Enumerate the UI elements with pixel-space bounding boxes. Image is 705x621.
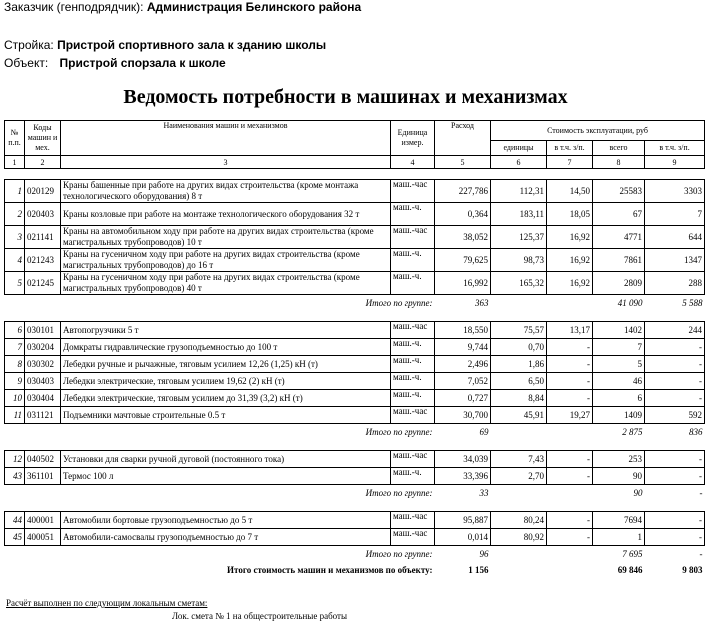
row-total: 1 <box>593 529 645 546</box>
row-qty: 79,625 <box>435 249 491 272</box>
col-cost-group-header: Стоимость эксплуатации, руб <box>491 121 705 141</box>
row-unit-cost: 0,70 <box>491 339 547 356</box>
grand-total-wage2: 9 803 <box>682 564 703 575</box>
row-code: 021245 <box>25 272 61 295</box>
table-row <box>5 468 705 485</box>
row-unit: маш.-ч. <box>391 339 435 356</box>
col-unit-cost-header: единицы <box>491 140 547 155</box>
row-total: 7 <box>593 339 645 356</box>
col-wage1-header: в т.ч. з/п. <box>547 140 593 155</box>
row-number: 10 <box>5 390 25 407</box>
subtotal-total: 90 <box>633 487 643 498</box>
page-title: Ведомость потребности в машинах и механизмах <box>123 86 568 108</box>
row-number: 8 <box>5 356 25 373</box>
row-unit-cost: 98,73 <box>491 249 547 272</box>
row-wage2: - <box>645 468 705 485</box>
row-unit-cost: 112,31 <box>491 180 547 203</box>
row-total: 6 <box>593 390 645 407</box>
footer-estimate: Лок. смета № 1 на общестроительные работы <box>172 611 348 621</box>
table-row <box>5 356 705 373</box>
grand-total-label: Итого стоимость машин и механизмов по объекту: <box>227 564 433 575</box>
row-unit: маш.-ч. <box>391 468 435 485</box>
row-unit: маш.-час <box>391 180 435 203</box>
row-number: 9 <box>5 373 25 390</box>
row-unit: маш.-ч. <box>391 272 435 295</box>
table-row <box>5 322 705 339</box>
row-number: 2 <box>5 203 25 226</box>
row-name: Домкраты гидравлические грузоподъемностью до 100 т <box>61 339 391 356</box>
row-total: 46 <box>593 373 645 390</box>
row-number: 43 <box>5 468 25 485</box>
column-number: 1 <box>5 156 25 169</box>
column-number: 9 <box>645 156 705 169</box>
row-code: 030204 <box>25 339 61 356</box>
row-wage1: 18,05 <box>547 203 593 226</box>
subtotal-qty: 33 <box>479 487 489 498</box>
row-name: Установки для сварки ручной дуговой (постоянного тока) <box>61 451 391 468</box>
grand-total-qty: 1 156 <box>468 564 489 575</box>
row-unit: маш.-час <box>391 226 435 249</box>
row-code: 040502 <box>25 451 61 468</box>
grand-total-empty <box>491 562 593 578</box>
object-line <box>4 56 226 70</box>
row-unit-cost: 1,86 <box>491 356 547 373</box>
subtotal-wage2: 5 588 <box>682 297 703 308</box>
row-unit: маш.-час <box>391 407 435 424</box>
col-consumption-header: Расход <box>435 121 491 156</box>
column-number: 7 <box>547 156 593 169</box>
row-name: Подъемники мачтовые строительные 0.5 т <box>61 407 391 424</box>
row-unit: маш.-ч. <box>391 203 435 226</box>
col-total-header: всего <box>593 140 645 155</box>
subtotal-qty: 96 <box>479 548 489 559</box>
row-code: 030302 <box>25 356 61 373</box>
row-unit-cost: 80,24 <box>491 512 547 529</box>
object-value: Пристрой спорзала к школе <box>59 56 226 70</box>
row-number: 4 <box>5 249 25 272</box>
gap-cell <box>5 169 705 180</box>
subtotal-wage2: - <box>699 548 703 559</box>
row-qty: 95,887 <box>435 512 491 529</box>
row-total: 2809 <box>593 272 645 295</box>
gap-row <box>5 311 705 322</box>
row-wage2: 592 <box>645 407 705 424</box>
row-code: 030404 <box>25 390 61 407</box>
machines-table <box>4 120 705 578</box>
object-label: Объект: <box>4 56 49 70</box>
subtotal-empty <box>491 485 593 502</box>
row-total: 67 <box>593 203 645 226</box>
row-unit-cost: 183,11 <box>491 203 547 226</box>
column-number: 2 <box>25 156 61 169</box>
row-total: 1402 <box>593 322 645 339</box>
row-total: 4771 <box>593 226 645 249</box>
row-wage1: - <box>547 468 593 485</box>
row-wage1: - <box>547 451 593 468</box>
row-wage2: 3303 <box>645 180 705 203</box>
table-row <box>5 272 705 295</box>
row-wage1: - <box>547 339 593 356</box>
row-unit: маш.-час <box>391 512 435 529</box>
gap-row <box>5 501 705 512</box>
subtotal-empty <box>491 424 593 441</box>
subtotal-total: 7 695 <box>622 548 643 559</box>
col-code-header: Коды машин и мех. <box>25 121 61 156</box>
subtotal-label: Итого по группе: <box>365 426 433 437</box>
gap-cell <box>5 440 705 451</box>
customer-line <box>4 0 361 14</box>
subtotal-label: Итого по группе: <box>365 487 433 498</box>
subtotal-label: Итого по группе: <box>365 548 433 559</box>
row-total: 5 <box>593 356 645 373</box>
customer-value: Администрация Белинского района <box>146 0 362 14</box>
row-qty: 0,727 <box>435 390 491 407</box>
table-row <box>5 529 705 546</box>
grand-total-row <box>5 562 705 578</box>
table-row <box>5 407 705 424</box>
row-wage2: 288 <box>645 272 705 295</box>
col-num-header: № п.п. <box>5 121 25 156</box>
col-unit-header: Единица измер. <box>391 121 435 156</box>
row-wage2: - <box>645 373 705 390</box>
row-qty: 38,052 <box>435 226 491 249</box>
row-wage2: - <box>645 356 705 373</box>
row-code: 400051 <box>25 529 61 546</box>
row-number: 45 <box>5 529 25 546</box>
row-wage2: - <box>645 451 705 468</box>
subtotal-total: 41 090 <box>617 297 643 308</box>
row-name: Автомобили бортовые грузоподъемностью до 5 т <box>61 512 391 529</box>
row-name: Лебедки электрические, тяговым усилием до 31,39 (3,2) кН (т) <box>61 390 391 407</box>
subtotal-wage2: 836 <box>689 426 703 437</box>
column-number: 8 <box>593 156 645 169</box>
row-wage1: 16,92 <box>547 249 593 272</box>
row-unit-cost: 7,43 <box>491 451 547 468</box>
row-unit-cost: 8,84 <box>491 390 547 407</box>
group-subtotal-row <box>5 485 705 502</box>
row-code: 400001 <box>25 512 61 529</box>
row-code: 030101 <box>25 322 61 339</box>
row-name: Краны на гусеничном ходу при работе на других видах строительства (кроме магистральных трубопроводов) до 16 т <box>61 249 391 272</box>
subtotal-empty <box>491 295 593 312</box>
row-name: Краны на гусеничном ходу при работе на других видах строительства (кроме магистральных трубопроводов) 40 т <box>61 272 391 295</box>
row-name: Лебедки ручные и рычажные, тяговым усилием 12,26 (1,25) кН (т) <box>61 356 391 373</box>
row-wage1: 16,92 <box>547 226 593 249</box>
row-wage1: - <box>547 512 593 529</box>
customer-label: Заказчик (генподрядчик): <box>4 0 144 14</box>
column-number: 3 <box>61 156 391 169</box>
row-name: Лебедки электрические, тяговым усилием 19,62 (2) кН (т) <box>61 373 391 390</box>
row-unit: маш.-ч. <box>391 390 435 407</box>
row-unit: маш.-час <box>391 322 435 339</box>
subtotal-label: Итого по группе: <box>365 297 433 308</box>
row-total: 7861 <box>593 249 645 272</box>
group-subtotal-row <box>5 295 705 312</box>
subtotal-total: 2 875 <box>622 426 643 437</box>
row-number: 1 <box>5 180 25 203</box>
table-row <box>5 226 705 249</box>
row-wage1: 13,17 <box>547 322 593 339</box>
table-row <box>5 373 705 390</box>
row-unit: маш.-час <box>391 451 435 468</box>
gap-row <box>5 169 705 180</box>
row-qty: 2,496 <box>435 356 491 373</box>
column-number: 4 <box>391 156 435 169</box>
row-code: 020403 <box>25 203 61 226</box>
row-qty: 16,992 <box>435 272 491 295</box>
row-wage1: - <box>547 356 593 373</box>
row-unit-cost: 125,37 <box>491 226 547 249</box>
row-qty: 227,786 <box>435 180 491 203</box>
gap-cell <box>5 501 705 512</box>
row-wage1: - <box>547 373 593 390</box>
row-number: 3 <box>5 226 25 249</box>
subtotal-qty: 363 <box>475 297 489 308</box>
col-name-header: Наименования машин и механизмов <box>61 121 391 156</box>
row-wage1: - <box>547 390 593 407</box>
gap-row <box>5 440 705 451</box>
row-code: 031121 <box>25 407 61 424</box>
site-value: Пристрой спортивного зала к зданию школы <box>57 38 327 52</box>
table-row <box>5 512 705 529</box>
row-total: 25583 <box>593 180 645 203</box>
table-row <box>5 339 705 356</box>
row-qty: 30,700 <box>435 407 491 424</box>
group-subtotal-row <box>5 546 705 563</box>
row-code: 021243 <box>25 249 61 272</box>
row-code: 020129 <box>25 180 61 203</box>
row-wage2: - <box>645 529 705 546</box>
row-wage2: - <box>645 512 705 529</box>
column-number: 6 <box>491 156 547 169</box>
row-wage2: 1347 <box>645 249 705 272</box>
row-unit: маш.-ч. <box>391 356 435 373</box>
table-row <box>5 180 705 203</box>
subtotal-wage2: - <box>699 487 703 498</box>
header-row <box>5 121 705 141</box>
row-wage1: 16,92 <box>547 272 593 295</box>
row-wage2: 644 <box>645 226 705 249</box>
row-wage2: 244 <box>645 322 705 339</box>
row-name: Автопогрузчики 5 т <box>61 322 391 339</box>
row-number: 5 <box>5 272 25 295</box>
table-row <box>5 249 705 272</box>
row-name: Краны башенные при работе на других видах строительства (кроме монтажа технологического оборудования) 8 т <box>61 180 391 203</box>
row-unit: маш.-ч. <box>391 373 435 390</box>
row-wage1: - <box>547 529 593 546</box>
row-code: 030403 <box>25 373 61 390</box>
row-wage2: - <box>645 339 705 356</box>
row-total: 253 <box>593 451 645 468</box>
row-name: Краны козловые при работе на монтаже технологического оборудования 32 т <box>61 203 391 226</box>
row-unit-cost: 6,50 <box>491 373 547 390</box>
row-qty: 9,744 <box>435 339 491 356</box>
column-number: 5 <box>435 156 491 169</box>
row-qty: 33,396 <box>435 468 491 485</box>
row-number: 11 <box>5 407 25 424</box>
row-unit-cost: 75,57 <box>491 322 547 339</box>
subtotal-qty: 69 <box>479 426 489 437</box>
site-label: Стройка: <box>4 38 54 52</box>
column-numbers-row <box>5 156 705 169</box>
col-wage2-header: в т.ч. з/п. <box>645 140 705 155</box>
table-row <box>5 451 705 468</box>
gap-cell <box>5 311 705 322</box>
row-unit: маш.-ч. <box>391 249 435 272</box>
row-qty: 0,364 <box>435 203 491 226</box>
site-line <box>4 38 326 52</box>
row-qty: 0,014 <box>435 529 491 546</box>
group-subtotal-row <box>5 424 705 441</box>
row-total: 1409 <box>593 407 645 424</box>
row-total: 7694 <box>593 512 645 529</box>
row-code: 021141 <box>25 226 61 249</box>
row-code: 361101 <box>25 468 61 485</box>
grand-total-total: 69 846 <box>617 564 643 575</box>
row-name: Краны на автомобильном ходу при работе на других видах строительства (кроме магистральных трубопроводов) 10 т <box>61 226 391 249</box>
table-row <box>5 203 705 226</box>
footer-note: Расчёт выполнен по следующим локальным сметам: <box>6 598 208 608</box>
row-unit-cost: 165,32 <box>491 272 547 295</box>
row-number: 6 <box>5 322 25 339</box>
row-qty: 18,550 <box>435 322 491 339</box>
row-unit: маш.-час <box>391 529 435 546</box>
row-number: 44 <box>5 512 25 529</box>
row-wage1: 19,27 <box>547 407 593 424</box>
row-total: 90 <box>593 468 645 485</box>
row-name: Термос 100 л <box>61 468 391 485</box>
table-row <box>5 390 705 407</box>
row-qty: 7,052 <box>435 373 491 390</box>
row-number: 7 <box>5 339 25 356</box>
row-unit-cost: 45,91 <box>491 407 547 424</box>
row-number: 12 <box>5 451 25 468</box>
row-wage2: - <box>645 390 705 407</box>
row-wage2: 7 <box>645 203 705 226</box>
row-wage1: 14,50 <box>547 180 593 203</box>
subtotal-empty <box>491 546 593 563</box>
row-qty: 34,039 <box>435 451 491 468</box>
row-name: Автомобили-самосвалы грузоподъемностью до 7 т <box>61 529 391 546</box>
row-unit-cost: 80,92 <box>491 529 547 546</box>
row-unit-cost: 2,70 <box>491 468 547 485</box>
